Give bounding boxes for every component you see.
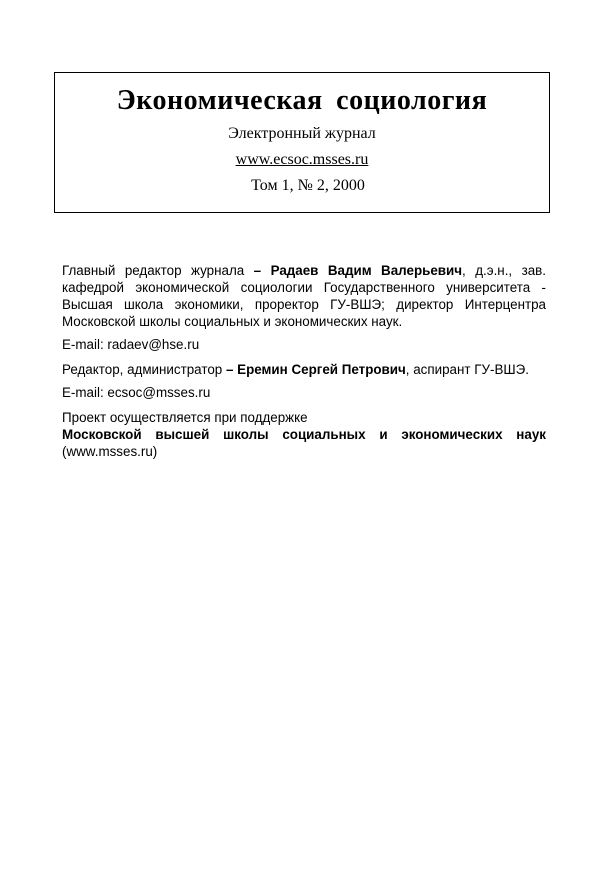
admin-editor-details: , аспирант ГУ-ВШЭ. [405,362,530,377]
journal-header-box [54,72,550,213]
support-organization: Московской высшей школы социальных и экономических наук [62,427,546,442]
chief-editor-dash: – [253,263,262,278]
chief-editor-paragraph [62,262,546,330]
chief-editor-email[interactable]: E-mail: radaev@hse.ru [62,337,200,352]
chief-editor-name: Радаев Вадим Валерьевич [270,263,463,278]
admin-editor-paragraph [62,361,546,378]
support-site[interactable]: (www.msses.ru) [62,444,158,459]
journal-website-link[interactable]: www.ecsoc.msses.ru [235,151,369,168]
support-line: Проект осуществляется при поддержке [62,410,308,425]
issue-info: Том 1, № 2, 2000 [251,177,365,194]
support-paragraph [62,426,546,460]
admin-editor-dash: – [225,362,234,377]
editorial-info [62,262,546,460]
admin-editor-email[interactable]: E-mail: ecsoc@msses.ru [62,385,211,400]
chief-editor-details: , д.э.н., зав. кафедрой экономической социологии Государственного университета - Высшая школа экономики, проректор ГУ-ВШЭ; директор Интерцентра Московской школы социальных и экономических наук. [62,263,546,329]
admin-editor-name: Еремин Сергей Петрович [237,362,406,377]
journal-title: Экономическая социология [116,85,488,116]
admin-editor-prefix: Редактор, администратор [62,362,223,377]
journal-subtitle: Электронный журнал [228,125,376,142]
chief-editor-prefix: Главный редактор журнала [62,263,245,278]
